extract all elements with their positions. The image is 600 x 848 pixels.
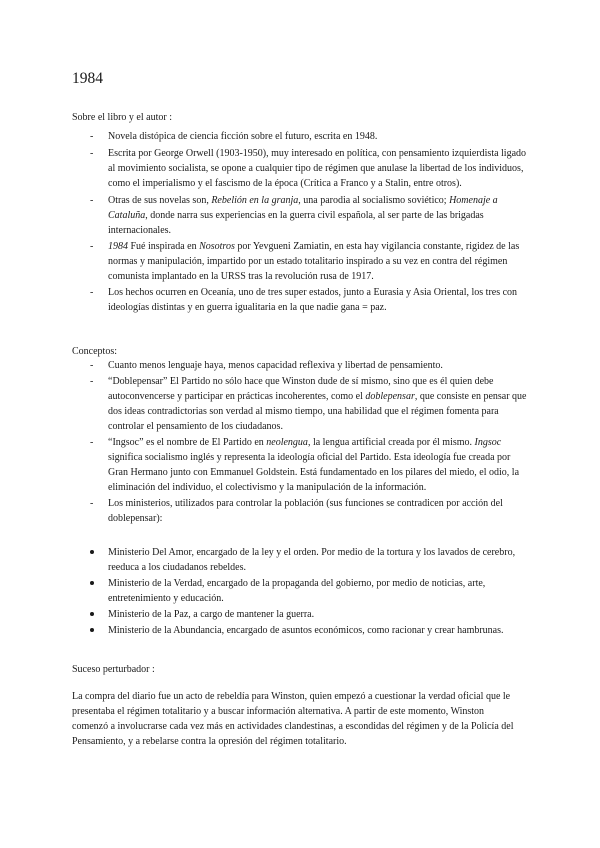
list-item: [0, 545, 528, 575]
list-item: [0, 607, 528, 622]
bullet-marker: [90, 581, 94, 585]
list-item: [0, 374, 528, 434]
item-text: Los hechos ocurren en Oceanía, uno de tres super estados, junto a Eurasia y Asia Oriental, los tres con ideologías distintas y en guerra igualitaria en la que nadie gana = paz.: [108, 287, 518, 313]
item-text: Los ministerios, utilizados para controlar la población (sus funciones se contradicen por acción del doblepensar):: [108, 498, 503, 524]
item-text-e: , donde narra sus experiencias en la guerra civil española, al ser parte de las brigadas internacionales.: [108, 210, 484, 236]
list-item: [0, 576, 528, 606]
item-text: Ministerio Del Amor, encargado de la ley y el orden. Por medio de la tortura y los lavados de cerebro, reeduca a los ciudadanos rebeldes.: [108, 547, 516, 573]
list-item: [0, 146, 528, 191]
list-item: [0, 496, 528, 526]
dash-marker: -: [90, 437, 94, 448]
item-text-c: , una parodia al socialismo soviético;: [298, 195, 450, 206]
item-text-a: “Doblepensar” El Partido no sólo hace que Winston dude de sí mismo, sino que es él quien debe autoconvencerse y participar en prácticas incoherentes, como el: [108, 376, 494, 402]
term-neolengua: neolengua: [266, 437, 308, 448]
bullet-marker: [90, 628, 94, 632]
term-ingsoc: Ingsoc: [474, 437, 502, 448]
item-text: Novela distópica de ciencia ficción sobre el futuro, escrita en 1948.: [108, 131, 378, 142]
book-title-homenaje: Homenaje a Cataluña: [108, 195, 498, 221]
list-item: [0, 435, 528, 495]
section-label-concepts: Conceptos:: [72, 346, 117, 357]
book-title-rebelion: Rebelión en la granja: [211, 195, 299, 206]
section-label-event: Suceso perturbador :: [72, 664, 155, 675]
dash-marker: -: [90, 148, 94, 159]
document-title: 1984: [72, 70, 103, 87]
dash-marker: -: [90, 360, 94, 371]
item-text-a: “Ingsoc” es el nombre de El Partido en: [108, 437, 267, 448]
dash-marker: -: [90, 287, 94, 298]
item-text-c: , la lengua artificial creada por él mismo.: [307, 437, 475, 448]
dash-marker: -: [90, 195, 94, 206]
list-item: [0, 285, 528, 315]
bullet-marker: [90, 550, 94, 554]
dash-marker: -: [90, 498, 94, 509]
item-text: Escrita por George Orwell (1903-1950), muy interesado en política, con pensamiento izquierdista ligado al movimiento socialista, se opone a cualquier tipo de régimen que anulase la libertad de los individuos, como el imperialismo y el fascismo de la época (Crítica a Franco y a Stalin, entre otros).: [108, 148, 527, 189]
list-item: [0, 239, 528, 284]
item-text-d: por Yevgueni Zamiatin, en esta hay vigilancia constante, rigidez de las normas y manipulación, impartido por un estado totalitario inspirado a su vez en contra del régimen comunista implantado en la URSS tras la revolución rusa de 1917.: [108, 241, 520, 282]
book-title-1984: 1984: [108, 241, 128, 252]
dash-marker: -: [90, 241, 94, 252]
item-text: Ministerio de la Abundancia, encargado de asuntos económicos, como racionar y crear hambrunas.: [108, 625, 504, 636]
book-title-nosotros: Nosotros: [199, 241, 235, 252]
list-item: [0, 129, 528, 144]
item-text-b: Fué inspirada en: [128, 241, 200, 252]
item-text: Cuanto menos lenguaje haya, menos capacidad reflexiva y libertad de pensamiento.: [108, 360, 443, 371]
list-item: [0, 358, 528, 373]
item-text-a: Otras de sus novelas son,: [108, 195, 212, 206]
dash-marker: -: [90, 376, 94, 387]
dash-marker: -: [90, 131, 94, 142]
concepts-list: [0, 358, 600, 527]
list-item: [0, 623, 528, 638]
event-paragraph: La compra del diario fue un acto de rebeldía para Winston, quien empezó a cuestionar la verdad oficial que le presentaba el régimen totalitario y a buscar información alternativa. A partir de este momento, Winston comenzó a involucrarse cada vez más en actividades clandestinas, a escondidas del régimen y de la Policía del Pensamiento, y a rebelarse contra la opresión del régimen totalitario.: [72, 691, 514, 747]
bullet-marker: [90, 612, 94, 616]
item-text-c: , que consiste en pensar que dos ideas contradictorias son verdad al mismo tiempo, una habilidad que el régimen fomenta para controlar el pensamiento de los ciudadanos.: [108, 391, 527, 432]
ministries-list: [0, 545, 600, 639]
about-list: [0, 129, 600, 316]
item-text-e: significa socialismo inglés y representa la ideología oficial del Partido. Esta ideología fue creada por Gran Hermano junto con Emmanuel Goldstein. Está fundamentado en los pilares del miedo, el odio, la eliminación del individuo, el colectivismo y la manipulación de la información.: [108, 452, 520, 493]
list-item: [0, 193, 528, 238]
item-text: Ministerio de la Paz, a cargo de mantener la guerra.: [108, 609, 315, 620]
item-text: Ministerio de la Verdad, encargado de la propaganda del gobierno, por medio de noticias, arte, entretenimiento y educación.: [108, 578, 486, 604]
term-doblepensar: doblepensar: [365, 391, 415, 402]
section-label-about: Sobre el libro y el autor :: [72, 112, 172, 123]
